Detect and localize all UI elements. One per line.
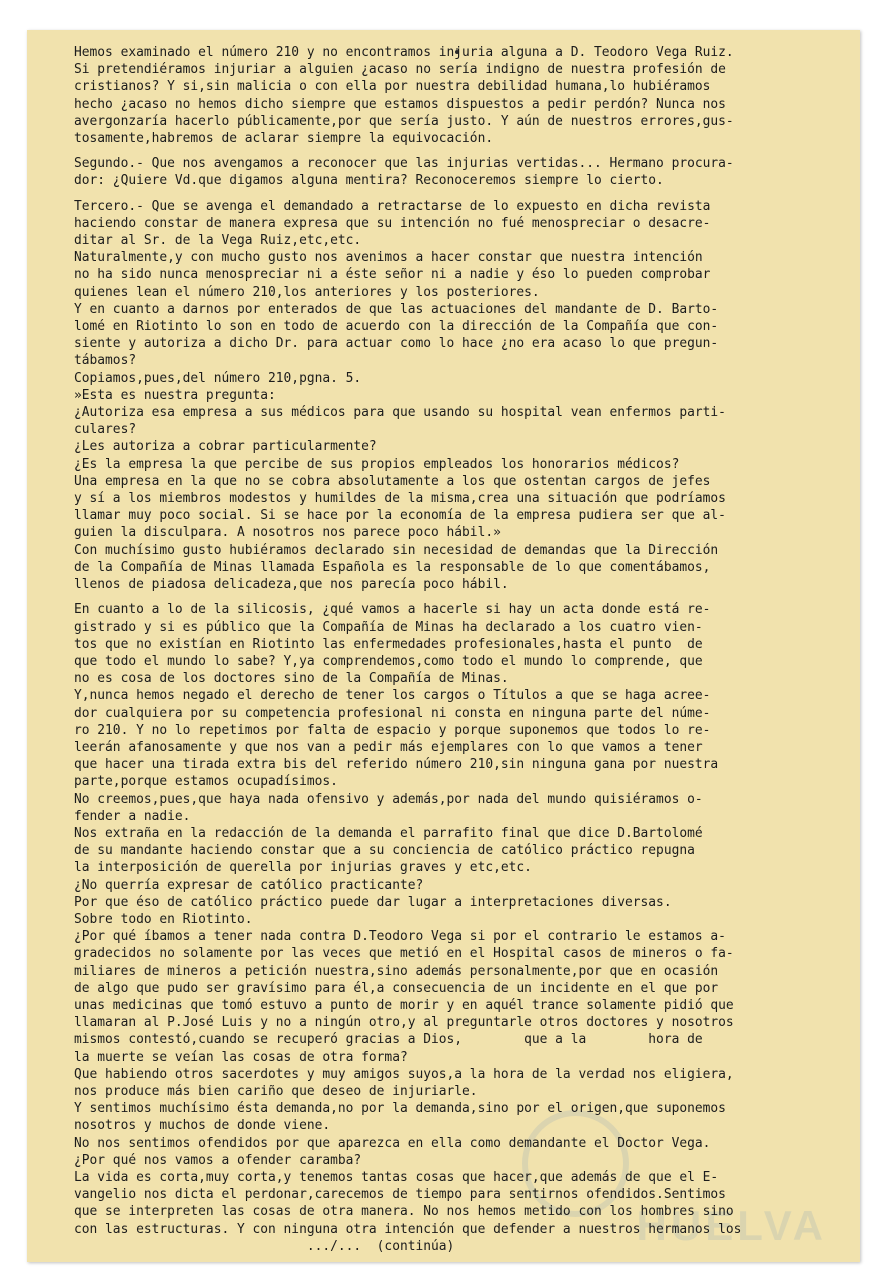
text-line: cristianos? Y si,sin malicia o con ella por nuestra debilidad humana,lo hubiéramos bbox=[74, 79, 711, 95]
text-line: vangelio nos dicta el perdonar,carecemos de tiempo para sentirnos ofendidos.Sentimos bbox=[74, 1187, 726, 1203]
text-line: .../... (continúa) bbox=[74, 1238, 455, 1254]
text-line: mismos contestó,cuando se recuperó gracias a Dios, que a la hora de bbox=[74, 1032, 703, 1048]
text-line: ro 210. Y no lo repetimos por falta de espacio y porque suponemos que todos lo re- bbox=[74, 722, 711, 738]
text-line: no es cosa de los doctores sino de la Compañía de Minas. bbox=[74, 671, 509, 687]
text-line: guien la disculpara. A nosotros nos parece poco hábil.» bbox=[74, 525, 501, 541]
text-line: culares? bbox=[74, 422, 137, 438]
text-line: ¿Por qué íbamos a tener nada contra D.Teodoro Vega si por el contrario le estamos a- bbox=[74, 929, 726, 945]
paragraph bbox=[74, 155, 804, 189]
text-line: gradecidos no solamente por las veces que metió en el Hospital casos de mineros o fa- bbox=[74, 946, 734, 962]
text-line: dor cualquiera por su competencia profesional ni consta en ninguna parte del núme- bbox=[74, 705, 711, 721]
text-line: haciendo constar de manera expresa que su intención no fué menospreciar o desacre- bbox=[74, 215, 711, 231]
text-line: Y en cuanto a darnos por enterados de que las actuaciones del mandante de D. Barto- bbox=[74, 301, 719, 317]
document-body bbox=[74, 44, 804, 1255]
text-line: siente y autoriza a dicho Dr. para actuar como lo hace ¿no era acaso lo que pregun- bbox=[74, 336, 719, 352]
text-line: hecho ¿acaso no hemos dicho siempre que estamos dispuestos a pedir perdón? Nunca nos bbox=[74, 96, 726, 112]
text-line: ¿Les autoriza a cobrar particularmente? bbox=[74, 439, 377, 455]
text-line: Nos extraña en la redacción de la demanda el parrafito final que dice D.Bartolomé bbox=[74, 825, 703, 841]
text-line: Tercero.- Que se avenga el demandado a retractarse de lo expuesto en dicha revista bbox=[74, 198, 711, 214]
paragraph bbox=[74, 601, 804, 1255]
text-line: En cuanto a lo de la silicosis, ¿qué vamos a hacerle si hay un acta donde está re- bbox=[74, 602, 711, 618]
text-line: La vida es corta,muy corta,y tenemos tantas cosas que hacer,que además de que el E- bbox=[74, 1170, 719, 1185]
text-line: ¿Autoriza esa empresa a sus médicos para que usando su hospital vean enfermos parti- bbox=[74, 405, 726, 421]
text-line: nos produce más bien cariño que deseo de injuriarle. bbox=[74, 1083, 478, 1099]
text-line: tos que no existían en Riotinto las enfermedades profesionales,hasta el punto de bbox=[74, 636, 703, 652]
text-line: ¿Es la empresa la que percibe de sus propios empleados los honorarios médicos? bbox=[74, 456, 680, 472]
text-line: no ha sido nunca menospreciar ni a éste señor ni a nadie y éso lo pueden comprobar bbox=[74, 267, 711, 283]
text-line: quienes lean el número 210,los anteriores y los posteriores. bbox=[74, 284, 540, 300]
text-line: ¿No querría expresar de católico practicante? bbox=[74, 877, 424, 893]
text-line: Hemos examinado el número 210 y no encontramos injuria alguna a D. Teodoro Vega Ruiz. bbox=[74, 45, 734, 60]
text-line: tosamente,habremos de aclarar siempre la equivocación. bbox=[74, 131, 494, 147]
text-line: de algo que pudo ser gravísimo para él,a consecuencia de un incidente en el que por bbox=[74, 980, 719, 996]
text-line: ditar al Sr. de la Vega Ruiz,etc,etc. bbox=[74, 233, 362, 249]
text-line: nosotros y muchos de donde viene. bbox=[74, 1118, 331, 1134]
text-line: gistrado y si es público que la Compañía de Minas ha declarado a los cuatro vien- bbox=[74, 619, 703, 635]
text-line: Y sentimos muchísimo ésta demanda,no por la demanda,sino por el origen,que suponemos bbox=[74, 1101, 726, 1117]
text-line: que hacer una tirada extra bis del referido número 210,sin ninguna gana por nuestra bbox=[74, 757, 719, 773]
text-line: Por que éso de católico práctico puede dar lugar a interpretaciones diversas. bbox=[74, 894, 672, 910]
text-line: miliares de mineros a petición nuestra,sino además personalmente,por que en ocasión bbox=[74, 963, 719, 979]
text-line: Con muchísimo gusto hubiéramos declarado sin necesidad de demandas que la Dirección bbox=[74, 542, 719, 558]
text-line: la muerte se veían las cosas de otra forma? bbox=[74, 1049, 408, 1065]
text-line: fender a nadie. bbox=[74, 808, 191, 824]
text-line: y sí a los miembros modestos y humildes de la misma,crea una situación que podríamos bbox=[74, 491, 726, 507]
text-line: de la Compañía de Minas llamada Española es la responsable de lo que comentábamos, bbox=[74, 559, 711, 575]
text-line: llenos de piadosa delicadeza,que nos parecía poco hábil. bbox=[74, 577, 509, 593]
watermark-wordmark: HUELVA bbox=[636, 1202, 827, 1249]
text-line: unas medicinas que tomó estuvo a punto de morir y en aquél trance solamente pidió que bbox=[74, 997, 734, 1013]
text-line: la interposición de querella por injurias graves y etc,etc. bbox=[74, 860, 532, 876]
text-line: llamaran al P.José Luis y no a ningún otro,y al preguntarle otros doctores y nosotros bbox=[74, 1015, 734, 1031]
text-line: que todo el mundo lo sabe? Y,ya comprendemos,como todo el mundo lo comprende, que bbox=[74, 653, 703, 669]
text-line: No creemos,pues,que haya nada ofensivo y además,por nada del mundo quisiéramos o- bbox=[74, 791, 703, 807]
text-line: leerán afanosamente y que nos van a pedir más ejemplares con lo que vamos a tener bbox=[74, 739, 703, 755]
text-line: Que habiendo otros sacerdotes y muy amigos suyos,a la hora de la verdad nos eligiera, bbox=[74, 1066, 734, 1082]
text-line: tábamos? bbox=[74, 353, 137, 369]
text-line: de su mandante haciendo constar que a su conciencia de católico práctico repugna bbox=[74, 843, 695, 859]
text-line: Sobre todo en Riotinto. bbox=[74, 911, 253, 927]
text-line: »Esta es nuestra pregunta: bbox=[74, 387, 276, 403]
text-line: con las estructuras. Y con ninguna otra intención que defender a nuestros hermanos los bbox=[74, 1221, 742, 1237]
text-line: Si pretendiéramos injuriar a alguien ¿acaso no sería indigno de nuestra profesión de bbox=[74, 62, 726, 78]
text-line: Copiamos,pues,del número 210,pgna. 5. bbox=[74, 370, 362, 386]
text-line: lomé en Riotinto lo son en todo de acuerdo con la dirección de la Compañía que con- bbox=[74, 319, 719, 335]
text-line: Y,nunca hemos negado el derecho de tener los cargos o Títulos a que se haga acree- bbox=[74, 688, 711, 704]
paragraph bbox=[74, 44, 804, 147]
text-line: ¿Por qué nos vamos a ofender caramba? bbox=[74, 1152, 362, 1168]
text-line: No nos sentimos ofendidos por que aparezca en ella como demandante el Doctor Vega. bbox=[74, 1135, 711, 1151]
text-line: Naturalmente,y con mucho gusto nos avenimos a hacer constar que nuestra intención bbox=[74, 250, 703, 266]
text-line: Segundo.- Que nos avengamos a reconocer que las injurias vertidas... Hermano procura- bbox=[74, 156, 734, 172]
text-line: llamar muy poco social. Si se hace por la economía de la empresa pudiera ser que al- bbox=[74, 508, 726, 524]
text-line: que se interpreten las cosas de otra manera. No nos hemos metido con los hombres sino bbox=[74, 1204, 734, 1220]
text-line: dor: ¿Quiere Vd.que digamos alguna mentira? Reconoceremos siempre lo cierto. bbox=[74, 173, 664, 189]
text-line: avergonzaría hacerlo públicamente,por que sería justo. Y aún de nuestros errores,gus- bbox=[74, 113, 734, 129]
text-line: parte,porque estamos ocupadísimos. bbox=[74, 774, 338, 790]
paragraph bbox=[74, 198, 804, 594]
text-line: Una empresa en la que no se cobra absolutamente a los que ostentan cargos de jefes bbox=[74, 473, 711, 489]
